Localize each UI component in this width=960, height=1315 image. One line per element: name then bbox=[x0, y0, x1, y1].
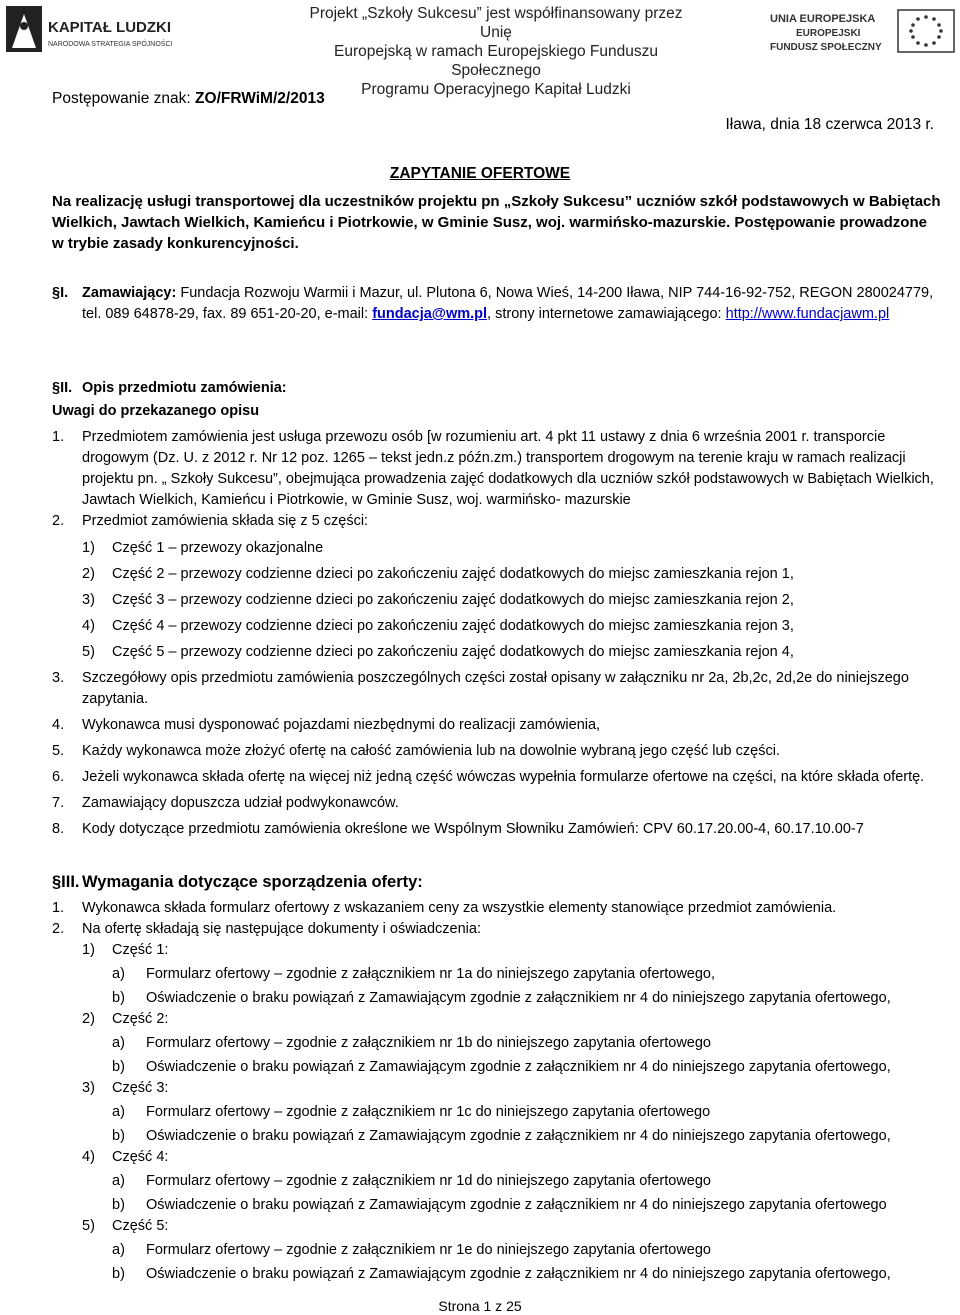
list-item: 7. Zamawiający dopuszcza udział podwykonawców. bbox=[52, 795, 399, 811]
page-number: Strona 1 z 25 bbox=[438, 1298, 522, 1314]
document-part-b: b) Oświadczenie o braku powiązań z Zamawiającym zgodnie z załącznikiem nr 4 do niniejszego zapytania ofertowego, bbox=[112, 1128, 891, 1144]
intro-paragraph: Na realizację usługi transportowej dla uczestników projektu pn „Szkoły Sukcesu” uczniów szkół podstawowych w Babiętach Wielkich, Jawtach Wielkich, Kamieńcu i Piotrkowie, w Gminie Susz, woj. warmińsko-mazurskie. Postępowanie prowadzone w trybie zasady konkurencyjności. bbox=[52, 193, 941, 252]
list-item: 1. Przedmiotem zamówienia jest usługa przewozu osób [w rozumieniu art. 4 pkt 11 ustawy z dnia 6 września 2001 r. transporcie drogowym (Dz. U. z 2012 r. Nr 12 poz. 1265 – tekst jedn.z późn.zm.) transportem drogowym na terenie kraju w ramach realizacji projektu pn. „ Szkoły Sukcesu”, obejmująca prowadzenia zajęć dodatkowych dla uczniów szkół podstawowych w Babiętach Wielkich, Jawtach Wielkich, Kamieńcu i Piotrkowie, w Gminie Susz, woj. warmińsko- mazurskie bbox=[52, 429, 934, 508]
list-item: 5. Każdy wykonawca może złożyć ofertę na całość zamówienia lub na dowolnie wybraną jego część lub części. bbox=[52, 743, 780, 759]
part-item: 2) Część 2 – przewozy codzienne dzieci po zakończeniu zajęć dodatkowych do miejsc zamieszkania rejon 1, bbox=[82, 566, 794, 582]
document-part: 1) Część 1: bbox=[82, 942, 169, 958]
section-3 bbox=[52, 872, 942, 1285]
list-item: 3. Szczegółowy opis przedmiotu zamówienia poszczególnych części został opisany w załączniku nr 2a, 2b,2c, 2d,2e do niniejszego zapytania. bbox=[52, 670, 909, 707]
document-title: ZAPYTANIE OFERTOWE bbox=[389, 165, 571, 182]
document-part-b: b) Oświadczenie o braku powiązań z Zamawiającym zgodnie z załącznikiem nr 4 do niniejszego zapytania ofertowego, bbox=[112, 1059, 891, 1075]
document-part-a: a) Formularz ofertowy – zgodnie z załącznikiem nr 1d do niniejszego zapytania ofertowego bbox=[112, 1173, 711, 1189]
document-part: 2) Część 2: bbox=[82, 1011, 169, 1027]
list-item: 1. Wykonawca składa formularz ofertowy z wskazaniem ceny za wszystkie elementy stanowiące przedmiot zamówienia. bbox=[52, 900, 837, 916]
document-part-a: a) Formularz ofertowy – zgodnie z załącznikiem nr 1a do niniejszego zapytania ofertowego, bbox=[112, 966, 716, 982]
section-2 bbox=[52, 378, 942, 840]
document-part-a: a) Formularz ofertowy – zgodnie z załącznikiem nr 1b do niniejszego zapytania ofertowego bbox=[112, 1035, 711, 1051]
parts-list bbox=[52, 538, 942, 663]
list-item: 6. Jeżeli wykonawca składa ofertę na więcej niż jedną część wówczas wypełnia formularze ofertowe na części, na które składa ofertę. bbox=[52, 769, 925, 785]
document-part-b: b) Oświadczenie o braku powiązań z Zamawiającym zgodnie z załącznikiem nr 4 do niniejszego zapytania ofertowego, bbox=[112, 1266, 891, 1282]
eu-logo bbox=[770, 8, 956, 56]
document-part-b: b) Oświadczenie o braku powiązań z Zamawiającym zgodnie z załącznikiem nr 4 do niniejszego zapytania ofertowego bbox=[112, 1197, 887, 1213]
part-item: 3) Część 3 – przewozy codzienne dzieci po zakończeniu zajęć dodatkowych do miejsc zamieszkania rejon 2, bbox=[82, 592, 794, 608]
part-item: 5) Część 5 – przewozy codzienne dzieci po zakończeniu zajęć dodatkowych do miejsc zamieszkania rejon 4, bbox=[82, 644, 794, 660]
section-1-text-2: , strony internetowe zamawiającego: bbox=[487, 306, 722, 322]
eu-logo-line-2: EUROPEJSKI bbox=[796, 28, 861, 39]
document-part: 3) Część 3: bbox=[82, 1080, 169, 1096]
document-part: 4) Część 4: bbox=[82, 1149, 169, 1165]
case-reference bbox=[52, 90, 325, 108]
document-part-a: a) Formularz ofertowy – zgodnie z załącznikiem nr 1c do niniejszego zapytania ofertowego bbox=[112, 1104, 711, 1120]
list-item: 2. Przedmiot zamówienia składa się z 5 części: bbox=[52, 513, 369, 529]
list-item: 2. Na ofertę składają się następujące dokumenty i oświadczenia: bbox=[52, 921, 481, 937]
section-1-label: Zamawiający: bbox=[82, 285, 177, 301]
project-header bbox=[296, 4, 696, 99]
section-1-mark: §I. bbox=[52, 285, 69, 301]
list-item: 8. Kody dotyczące przedmiotu zamówienia określone we Wspólnym Słowniku Zamówień: CPV 60.17.20.00-4, 60.17.10.00-7 bbox=[52, 821, 864, 837]
eu-logo-line-3: FUNDUSZ SPOŁECZNY bbox=[770, 42, 882, 53]
document-date: Iława, dnia 18 czerwca 2013 r. bbox=[725, 116, 934, 133]
section-3-mark: §III. bbox=[52, 873, 80, 891]
section-3-heading: Wymagania dotyczące sporządzenia oferty: bbox=[82, 873, 423, 891]
kapital-ludzki-logo bbox=[4, 4, 204, 56]
left-logo-title: KAPITAŁ LUDZKI bbox=[48, 19, 172, 36]
document-parts bbox=[52, 940, 942, 1285]
document-part: 5) Część 5: bbox=[82, 1218, 169, 1234]
document-part-b: b) Oświadczenie o braku powiązań z Zamawiającym zgodnie z załącznikiem nr 4 do niniejszego zapytania ofertowego, bbox=[112, 990, 891, 1006]
section-2-mark: §II. bbox=[52, 380, 73, 396]
list-item: 4. Wykonawca musi dysponować pojazdami niezbędnymi do realizacji zamówienia, bbox=[52, 717, 601, 733]
left-logo-subtitle: NARODOWA STRATEGIA SPÓJNOŚCI bbox=[48, 41, 173, 48]
header-line-3: Programu Operacyjnego Kapitał Ludzki bbox=[361, 81, 631, 98]
section-1-text: Fundacja Rozwoju Warmii i Mazur, ul. Plutona 6, Nowa Wieś, 14-200 Iława, NIP 744-16-92-752, REGON 280024779, tel. 089 64878-29, fax. 89 651-20-20, e-mail: bbox=[82, 285, 934, 322]
section-1 bbox=[52, 283, 942, 325]
part-item: 1) Część 1 – przewozy okazjonalne bbox=[82, 540, 324, 556]
website-link[interactable]: http://www.fundacjawm.pl bbox=[725, 306, 890, 322]
header-line-1: Projekt „Szkoły Sukcesu” jest współfinansowany przez Unię bbox=[309, 5, 683, 41]
section-2-subheading: Uwagi do przekazanego opisu bbox=[52, 403, 260, 419]
email-link[interactable]: fundacja@wm.pl bbox=[372, 306, 488, 322]
case-reference-label: Postępowanie znak: bbox=[52, 90, 191, 107]
case-reference-value: ZO/FRWiM/2/2013 bbox=[195, 90, 325, 107]
document-part-a: a) Formularz ofertowy – zgodnie z załącznikiem nr 1e do niniejszego zapytania ofertowego bbox=[112, 1242, 711, 1258]
header-line-2: Europejską w ramach Europejskiego Funduszu Społecznego bbox=[334, 43, 658, 79]
part-item: 4) Część 4 – przewozy codzienne dzieci po zakończeniu zajęć dodatkowych do miejsc zamieszkania rejon 3, bbox=[82, 618, 794, 634]
eu-logo-line-1: UNIA EUROPEJSKA bbox=[770, 13, 876, 25]
section-2-heading: Opis przedmiotu zamówienia: bbox=[82, 380, 287, 396]
